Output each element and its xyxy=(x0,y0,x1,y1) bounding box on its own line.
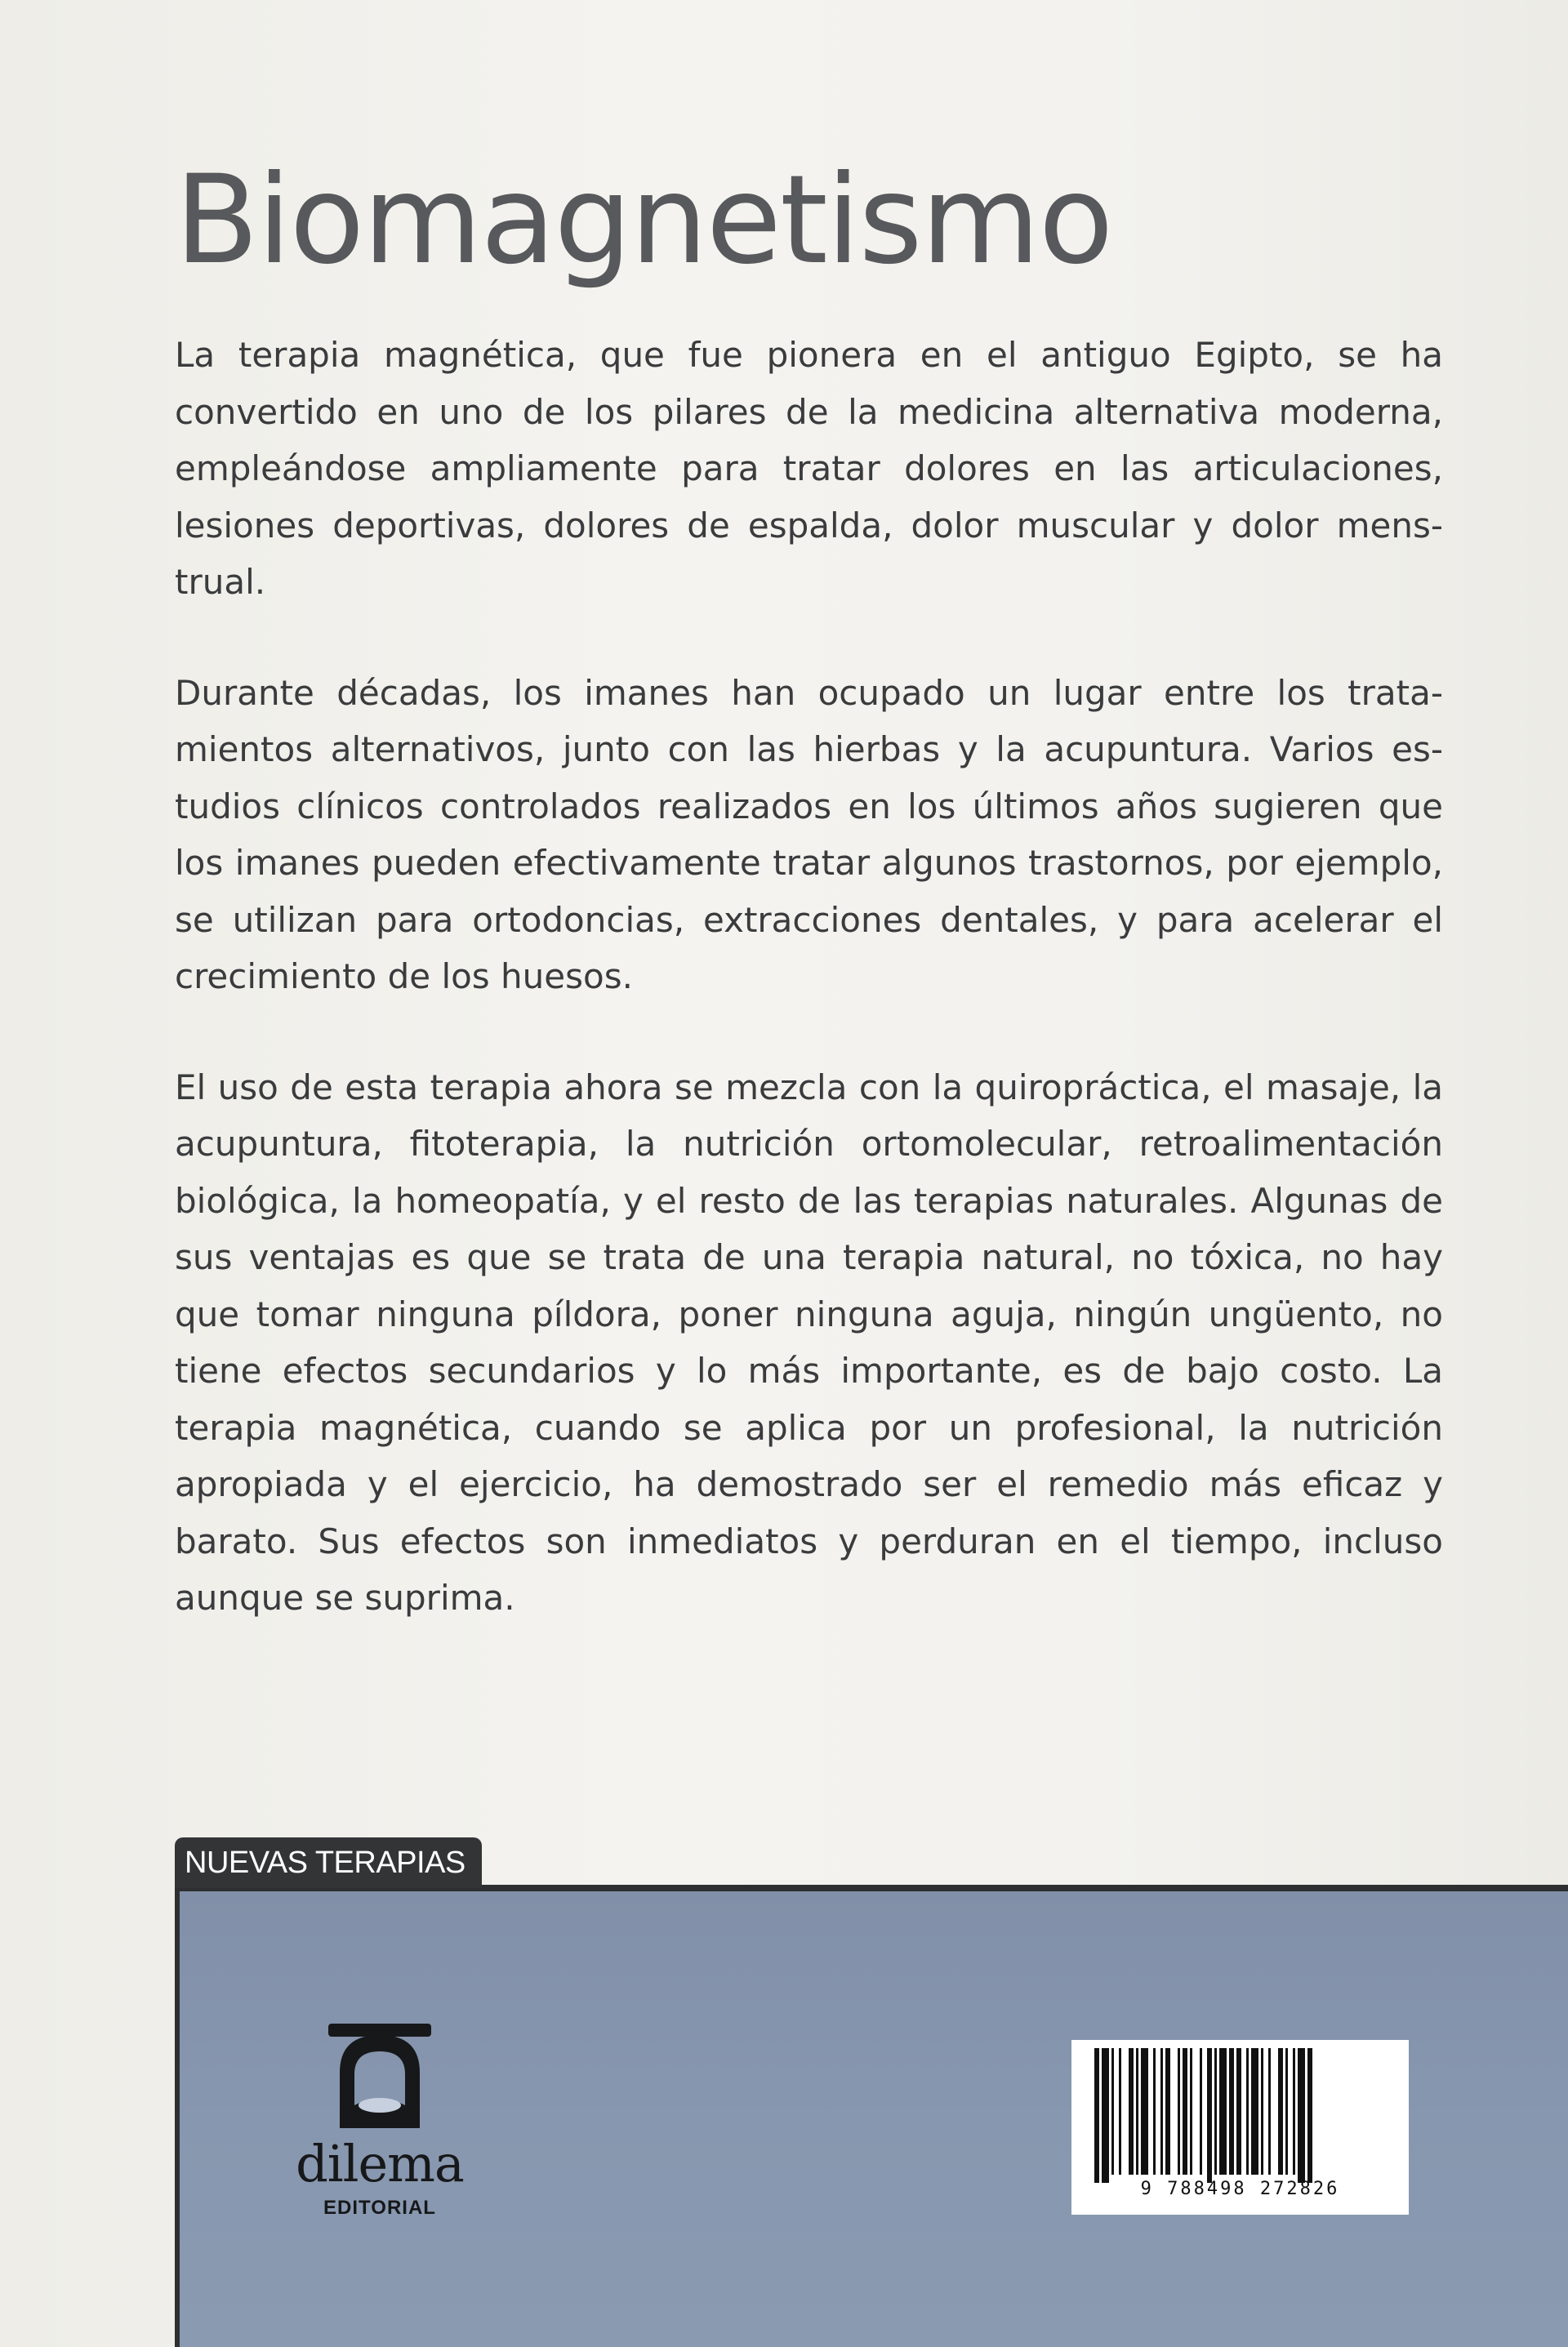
barcode-bar xyxy=(1214,2048,1217,2175)
barcode-bar xyxy=(1178,2048,1180,2175)
barcode-bar xyxy=(1278,2048,1283,2175)
barcode-bar xyxy=(1229,2048,1234,2175)
blurb-paragraph-3: El uso de esta terapia ahora se mezcla con la quiropráctica, el masaje, la acupuntura, fitoterapia, la nutrición ortomolecular, retroalimentación biológica, la homeopatía, y el resto de las terapias naturales. Algunas de sus ventajas es que se trata de una terapia natural, no tóxica, no hay que tomar ninguna píldora, poner ninguna aguja, ningún ungüento, no tiene efectos secundarios y lo más importante, es de bajo costo. La terapia magnética, cuando se aplica por un profesional, la nutrición apropiada y el ejercicio, ha demostrado ser el remedio más eficaz y barato. Sus efectos son inmediatos y perduran en el tiempo, incluso aunque se suprima. xyxy=(175,1067,1443,1618)
collection-label: NUEVAS TERAPIAS xyxy=(175,1837,482,1888)
barcode-bar xyxy=(1307,2048,1312,2183)
barcode-bar xyxy=(1246,2048,1249,2175)
book-title: Biomagnetismo xyxy=(175,149,1112,292)
barcode-bar xyxy=(1183,2048,1187,2175)
publisher-logo xyxy=(294,2024,466,2220)
barcode-bar xyxy=(1219,2048,1227,2175)
barcode-bar xyxy=(1141,2048,1148,2175)
barcode-bar xyxy=(1200,2048,1202,2175)
barcode-bar xyxy=(1207,2048,1212,2183)
barcode-bar xyxy=(1293,2048,1295,2175)
barcode-bar xyxy=(1251,2048,1258,2175)
publisher-subtitle: EDITORIAL xyxy=(323,2197,436,2219)
barcode-bar xyxy=(1111,2048,1114,2175)
blurb xyxy=(175,327,1443,1681)
barcode-bar xyxy=(1165,2048,1170,2175)
barcode-bar xyxy=(1285,2048,1288,2175)
barcode-bar xyxy=(1236,2048,1241,2175)
barcode-bar xyxy=(1261,2048,1263,2175)
barcode-bar xyxy=(1268,2048,1271,2175)
barcode-bar xyxy=(1298,2048,1305,2183)
publisher-logo-icon xyxy=(325,2024,434,2133)
publisher-name: dilema xyxy=(296,2134,464,2193)
barcode-bar xyxy=(1190,2048,1192,2175)
blurb-paragraph-1: La terapia magnética, que fue pionera en el antiguo Egipto, se ha convertido en uno de los pilares de la medicina alternativa moderna, empleándose ampliamente para tratar dolores en las articulaciones, lesiones deportivas, dolores de espalda, dolor muscular y dolor menstrual. xyxy=(175,335,1443,602)
barcode-bar xyxy=(1160,2048,1163,2175)
barcode-bar xyxy=(1102,2048,1109,2183)
barcode-bar xyxy=(1119,2048,1121,2175)
barcode-bar xyxy=(1153,2048,1156,2175)
barcode-bar xyxy=(1129,2048,1134,2175)
blurb-paragraph-2: Durante décadas, los imanes han ocupado un lugar entre los tratamientos alternativos, junto con las hierbas y la acupuntura. Varios estudios clínicos controlados realizados en los últimos años sugieren que los imanes pueden efectivamente tratar algunos trastornos, por ejemplo, se utilizan para ortodoncias, extracciones dentales, y para acelerar el crecimiento de los huesos. xyxy=(175,672,1443,996)
isbn-barcode xyxy=(1071,2040,1409,2215)
barcode-digits: 9 788498 272826 xyxy=(1140,2179,1340,2199)
barcode-bar xyxy=(1136,2048,1138,2175)
barcode-bar xyxy=(1094,2048,1099,2183)
